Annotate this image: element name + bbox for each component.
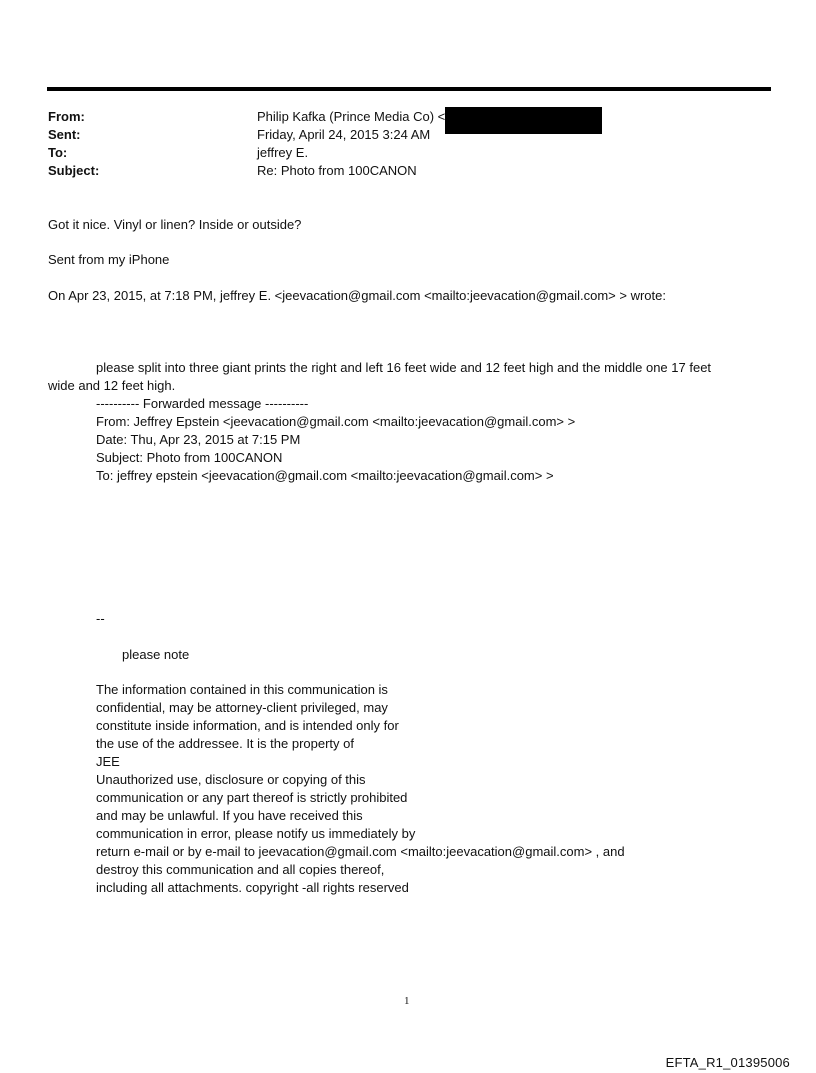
forward-from: From: Jeffrey Epstein <jeevacation@gmail.com <mailto:jeevacation@gmail.com> >: [96, 414, 576, 429]
reply-text: Got it nice. Vinyl or linen? Inside or outside?: [48, 217, 302, 232]
forward-subject: Subject: Photo from 100CANON: [96, 450, 283, 465]
header-rule: [47, 87, 771, 91]
signature-separator: --: [96, 611, 105, 626]
subject-label: Subject:: [48, 163, 100, 178]
from-row: [48, 108, 748, 126]
disclaimer: [96, 681, 625, 897]
forward-header: ---------- Forwarded message ----------: [96, 396, 309, 411]
disclaimer-line: communication or any part thereof is strictly prohibited: [96, 790, 408, 805]
from-value-text: Philip Kafka (Prince Media Co) <: [257, 109, 446, 124]
instruction-line-1: please split into three giant prints the right and left 16 feet wide and 12 feet high and the middle one 17 feet: [96, 360, 712, 375]
disclaimer-line: and may be unlawful. If you have received this: [96, 808, 363, 823]
sent-value: Friday, April 24, 2015 3:24 AM: [257, 127, 431, 142]
bates-number: EFTA_R1_01395006: [665, 1055, 790, 1070]
signature-text: Sent from my iPhone: [48, 252, 170, 267]
from-label: From:: [48, 109, 85, 124]
please-note: please note: [122, 647, 190, 662]
forwarded-message: [96, 395, 575, 485]
disclaimer-line: constitute inside information, and is intended only for: [96, 718, 399, 733]
disclaimer-line: including all attachments. copyright -all rights reserved: [96, 880, 409, 895]
to-label: To:: [48, 145, 68, 160]
to-row: [48, 144, 748, 162]
disclaimer-line: destroy this communication and all copies thereof,: [96, 862, 385, 877]
sent-label: Sent:: [48, 127, 81, 142]
subject-value: Re: Photo from 100CANON: [257, 163, 417, 178]
to-value: jeffrey E.: [257, 145, 309, 160]
forward-to: To: jeffrey epstein <jeevacation@gmail.com <mailto:jeevacation@gmail.com> >: [96, 468, 554, 483]
forward-date: Date: Thu, Apr 23, 2015 at 7:15 PM: [96, 432, 301, 447]
disclaimer-line: Unauthorized use, disclosure or copying of this: [96, 772, 366, 787]
disclaimer-line: confidential, may be attorney-client privileged, may: [96, 700, 388, 715]
disclaimer-line: JEE: [96, 754, 120, 769]
disclaimer-line: the use of the addressee. It is the property of: [96, 736, 354, 751]
disclaimer-line: communication in error, please notify us immediately by: [96, 826, 416, 841]
disclaimer-line: The information contained in this communication is: [96, 682, 388, 697]
page-number: 1: [404, 995, 410, 1007]
quote-intro: On Apr 23, 2015, at 7:18 PM, jeffrey E. <jeevacation@gmail.com <mailto:jeevacation@gmail.com> > wrote:: [48, 288, 666, 303]
sent-row: [48, 126, 748, 144]
subject-row: [48, 162, 748, 180]
disclaimer-line: return e-mail or by e-mail to jeevacation@gmail.com <mailto:jeevacation@gmail.com> , and: [96, 844, 625, 859]
email-header: [48, 108, 748, 180]
instruction-line-2: wide and 12 feet high.: [48, 378, 176, 393]
